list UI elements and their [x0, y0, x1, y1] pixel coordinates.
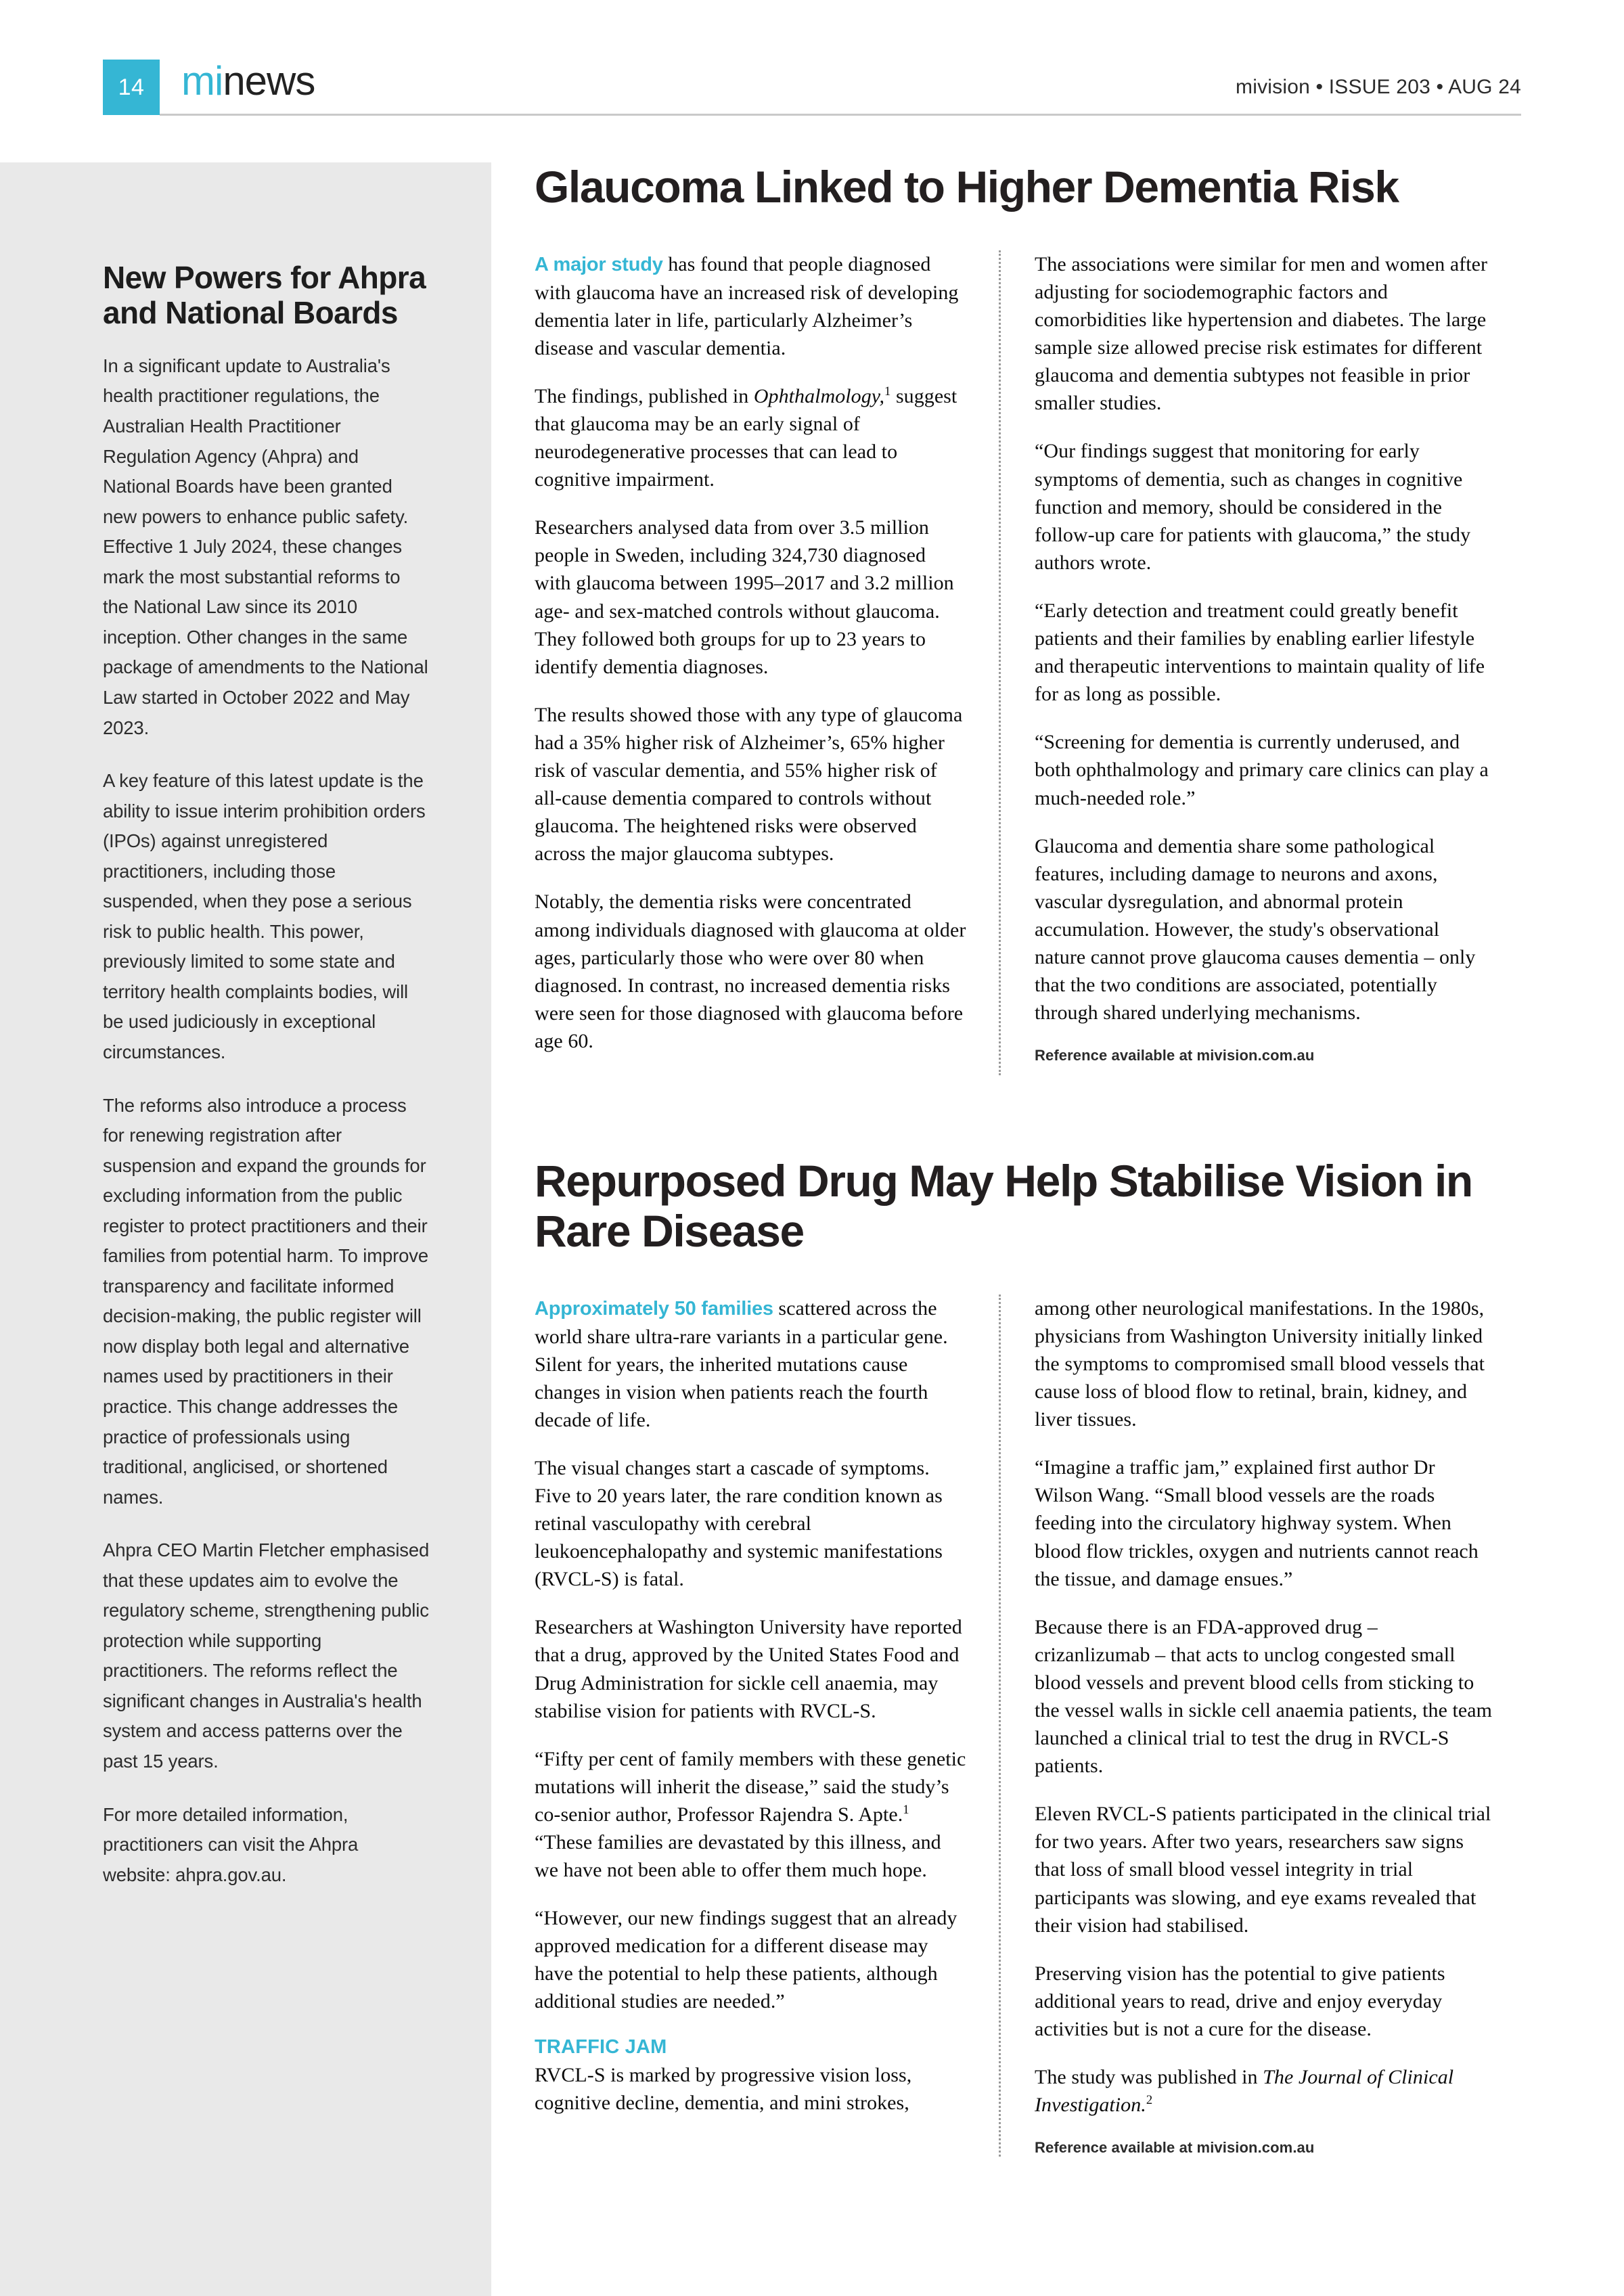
body-paragraph: The visual changes start a cascade of symptoms. Five to 20 years later, the rare condition known as retinal vasculopathy with cerebral leukoencephalopathy and systemic manifestations (RVCL-S) is fatal.: [535, 1456, 943, 1591]
sidebar-panel: [0, 162, 491, 2296]
footnote-marker: 1: [884, 384, 891, 399]
paragraph-part-b: suggest that glaucoma may be an early signal of neurodegenerative processes that can lead to cognitive impairment.: [535, 384, 957, 491]
masthead-rest: news: [223, 58, 315, 104]
sidebar-paragraph: Ahpra CEO Martin Fletcher emphasised that these updates aim to evolve the regulatory scheme, strengthening public protection while supporting practitioners. The reforms reflect the significant changes in Australia's health system and access patterns over the past 15 years.: [103, 1539, 430, 1772]
sidebar-paragraph: In a significant update to Australia's health practitioner regulations, the Australian Health Practitioner Regulation Agency (Ahpra) and National Boards have been granted new powers to enhance public safety. Effective 1 July 2024, these changes mark the most substantial reforms to the National Law since its 2010 inception. Other changes in the same package of amendments to the National Law started in October 2022 and May 2023.: [103, 355, 428, 738]
body-paragraph: Eleven RVCL-S patients participated in the clinical trial for two years. After two years, researchers saw signs that loss of small blood vessel integrity in trial participants was slowing, and eye exams revealed that their vision had stabilised.: [1035, 1803, 1491, 1937]
body-paragraph: [1035, 2063, 1494, 2119]
journal-name: Ophthalmology,: [753, 384, 885, 407]
journal-name: The Journal of Clinical Investigation.: [1035, 2066, 1454, 2117]
body-paragraph: The associations were similar for men and women after adjusting for sociodemographic factors and comorbidities like hypertension and diabetes. The large sample size allowed precise risk estimates for different glaucoma and dementia subtypes not feasible in prior smaller studies.: [1035, 252, 1488, 415]
article-title: Repurposed Drug May Help Stabilise Vision in Rare Disease: [535, 1155, 1472, 1256]
masthead-accent: mi: [181, 58, 223, 104]
body-paragraph: [535, 1745, 966, 1884]
lead-in-text: A major study: [535, 253, 663, 275]
article-column-right: [999, 1295, 1494, 2157]
body-paragraph: “Our findings suggest that monitoring for early symptoms of dementia, such as changes in cognitive function and memory, should be considered in the follow-up care for patients with glaucoma,” the study authors wrote.: [1035, 440, 1471, 574]
article-title: Glaucoma Linked to Higher Dementia Risk: [535, 162, 1399, 212]
main-content: [535, 162, 1528, 2157]
body-paragraph: [535, 382, 966, 493]
lead-paragraph: [535, 250, 966, 362]
body-paragraph: Researchers analysed data from over 3.5 million people in Sweden, including 324,730 diagnosed with glaucoma between 1995–2017 and 3.2 million age- and sex-matched controls without glaucoma. They followed both groups for up to 23 years to identify dementia diagnoses.: [535, 516, 954, 678]
header-divider: [160, 114, 1521, 116]
footnote-marker: 2: [1146, 2093, 1153, 2108]
body-paragraph: RVCL-S is marked by progressive vision loss, cognitive decline, dementia, and mini strokes,: [535, 2063, 912, 2114]
paragraph-part-a: The study was published in: [1035, 2066, 1263, 2089]
sidebar-title: New Powers for Ahpra and National Boards: [103, 260, 426, 330]
paragraph-part-a: The findings, published in: [535, 384, 754, 407]
masthead-logo: [181, 58, 315, 104]
section-subheading: TRAFFIC JAM: [535, 2035, 667, 2058]
footnote-marker: 1: [903, 1802, 909, 1817]
article-spacer: [535, 1075, 1528, 1156]
lead-rest-text: scattered across the world share ultra-rare variants in a particular gene. Silent for years, the inherited mutations cause changes in vision when patients reach the fourth decade of life.: [535, 1297, 948, 1431]
body-paragraph: “Screening for dementia is currently underused, and both ophthalmology and primary care clinics can play a much-needed role.”: [1035, 731, 1489, 809]
lead-in-text: Approximately 50 families: [535, 1297, 773, 1320]
lead-paragraph: [535, 1295, 966, 1434]
page-number-badge: [103, 60, 160, 115]
issue-info: mivision • ISSUE 203 • AUG 24: [1236, 76, 1521, 98]
paragraph-part-a: “Fifty per cent of family members with these genetic mutations will inherit the disease,” said the study’s co-senior author, Professor Rajendra S. Apte.: [535, 1747, 966, 1826]
body-paragraph: Because there is an FDA-approved drug – crizanlizumab – that acts to unclog congested small blood vessels and prevent blood cells from sticking to the vessel walls in sickle cell anaemia patients, the team launched a clinical trial to test the drug in RVCL-S patients.: [1035, 1615, 1492, 1778]
article-column-left: [535, 250, 999, 1075]
sidebar-content: [103, 261, 430, 1890]
body-paragraph: among other neurological manifestations. In the 1980s, physicians from Washington University initially linked the symptoms to compromised small blood vessels that cause loss of blood flow to retinal, brain, kidney, and liver tissues.: [1035, 1297, 1485, 1431]
article-columns: [535, 250, 1528, 1075]
sidebar-paragraph: A key feature of this latest update is the ability to issue interim prohibition orders (IPOs) against unregistered practitioners, including those suspended, when they pose a serious risk to public health. This power, previously limited to some state and territory health complaints bodies, will be used judiciously in exceptional circumstances.: [103, 770, 426, 1062]
article-glaucoma-dementia: [535, 162, 1528, 1075]
body-paragraph: Preserving vision has the potential to give patients additional years to read, drive and enjoy everyday activities but is not a cure for the disease.: [1035, 1962, 1445, 2040]
reference-note: Reference available at mivision.com.au: [1035, 1047, 1315, 1064]
body-paragraph: “However, our new findings suggest that an already approved medication for a different disease may have the potential to help these patients, although additional studies are needed.”: [535, 1907, 957, 2013]
article-columns: [535, 1295, 1528, 2157]
sidebar-paragraph: For more detailed information, practitioners can visit the Ahpra website: ahpra.gov.au.: [103, 1803, 359, 1885]
article-column-left: [535, 1295, 999, 2157]
article-column-right: [999, 250, 1494, 1075]
body-paragraph: “Early detection and treatment could greatly benefit patients and their families by enabling earlier lifestyle and therapeutic interventions to maintain quality of life for as long as possible.: [1035, 599, 1485, 706]
body-paragraph: The results showed those with any type of glaucoma had a 35% higher risk of Alzheimer’s, 65% higher risk of vascular dementia, and 55% higher risk of all-cause dementia compared to controls without glaucoma. The heightened risks were observed across the major glaucoma subtypes.: [535, 703, 963, 865]
page-number: 14: [118, 74, 145, 100]
lead-rest-text: has found that people diagnosed with glaucoma have an increased risk of developing dementia later in life, particularly Alzheimer’s disease and vascular dementia.: [535, 252, 959, 359]
body-paragraph: Researchers at Washington University have reported that a drug, approved by the United States Food and Drug Administration for sickle cell anaemia, may stabilise vision for patients with RVCL-S.: [535, 1616, 962, 1722]
body-paragraph: Notably, the dementia risks were concentrated among individuals diagnosed with glaucoma at older ages, particularly those who were over 80 when diagnosed. In contrast, no increased dementia risks were seen for those diagnosed with glaucoma before age 60.: [535, 891, 966, 1052]
article-repurposed-drug: [535, 1156, 1528, 2157]
paragraph-part-b: “These families are devastated by this illness, and we have not been able to offer them much hope.: [535, 1831, 941, 1882]
body-paragraph: Glaucoma and dementia share some pathological features, including damage to neurons and axons, vascular dysregulation, and abnormal protein accumulation. However, the study's observational nature cannot prove glaucoma causes dementia – only that the two conditions are associated, potentially through shared underlying mechanisms.: [1035, 834, 1476, 1025]
reference-note: Reference available at mivision.com.au: [1035, 2139, 1315, 2157]
sidebar-paragraph: The reforms also introduce a process for renewing registration after suspension and expand the grounds for excluding information from the public register to protect practitioners and their families from potential harm. To improve transparency and facilitate informed decision-making, the public register will now display both legal and alternative names used by practitioners in their practice. This change addresses the practice of professionals using traditional, anglicised, or shortened names.: [103, 1094, 429, 1508]
body-paragraph: “Imagine a traffic jam,” explained first author Dr Wilson Wang. “Small blood vessels are the roads feeding into the circulatory highway system. When blood flow trickles, oxygen and nutrients cannot reach the tissue, and damage ensues.”: [1035, 1456, 1479, 1590]
page-header: [0, 0, 1624, 119]
